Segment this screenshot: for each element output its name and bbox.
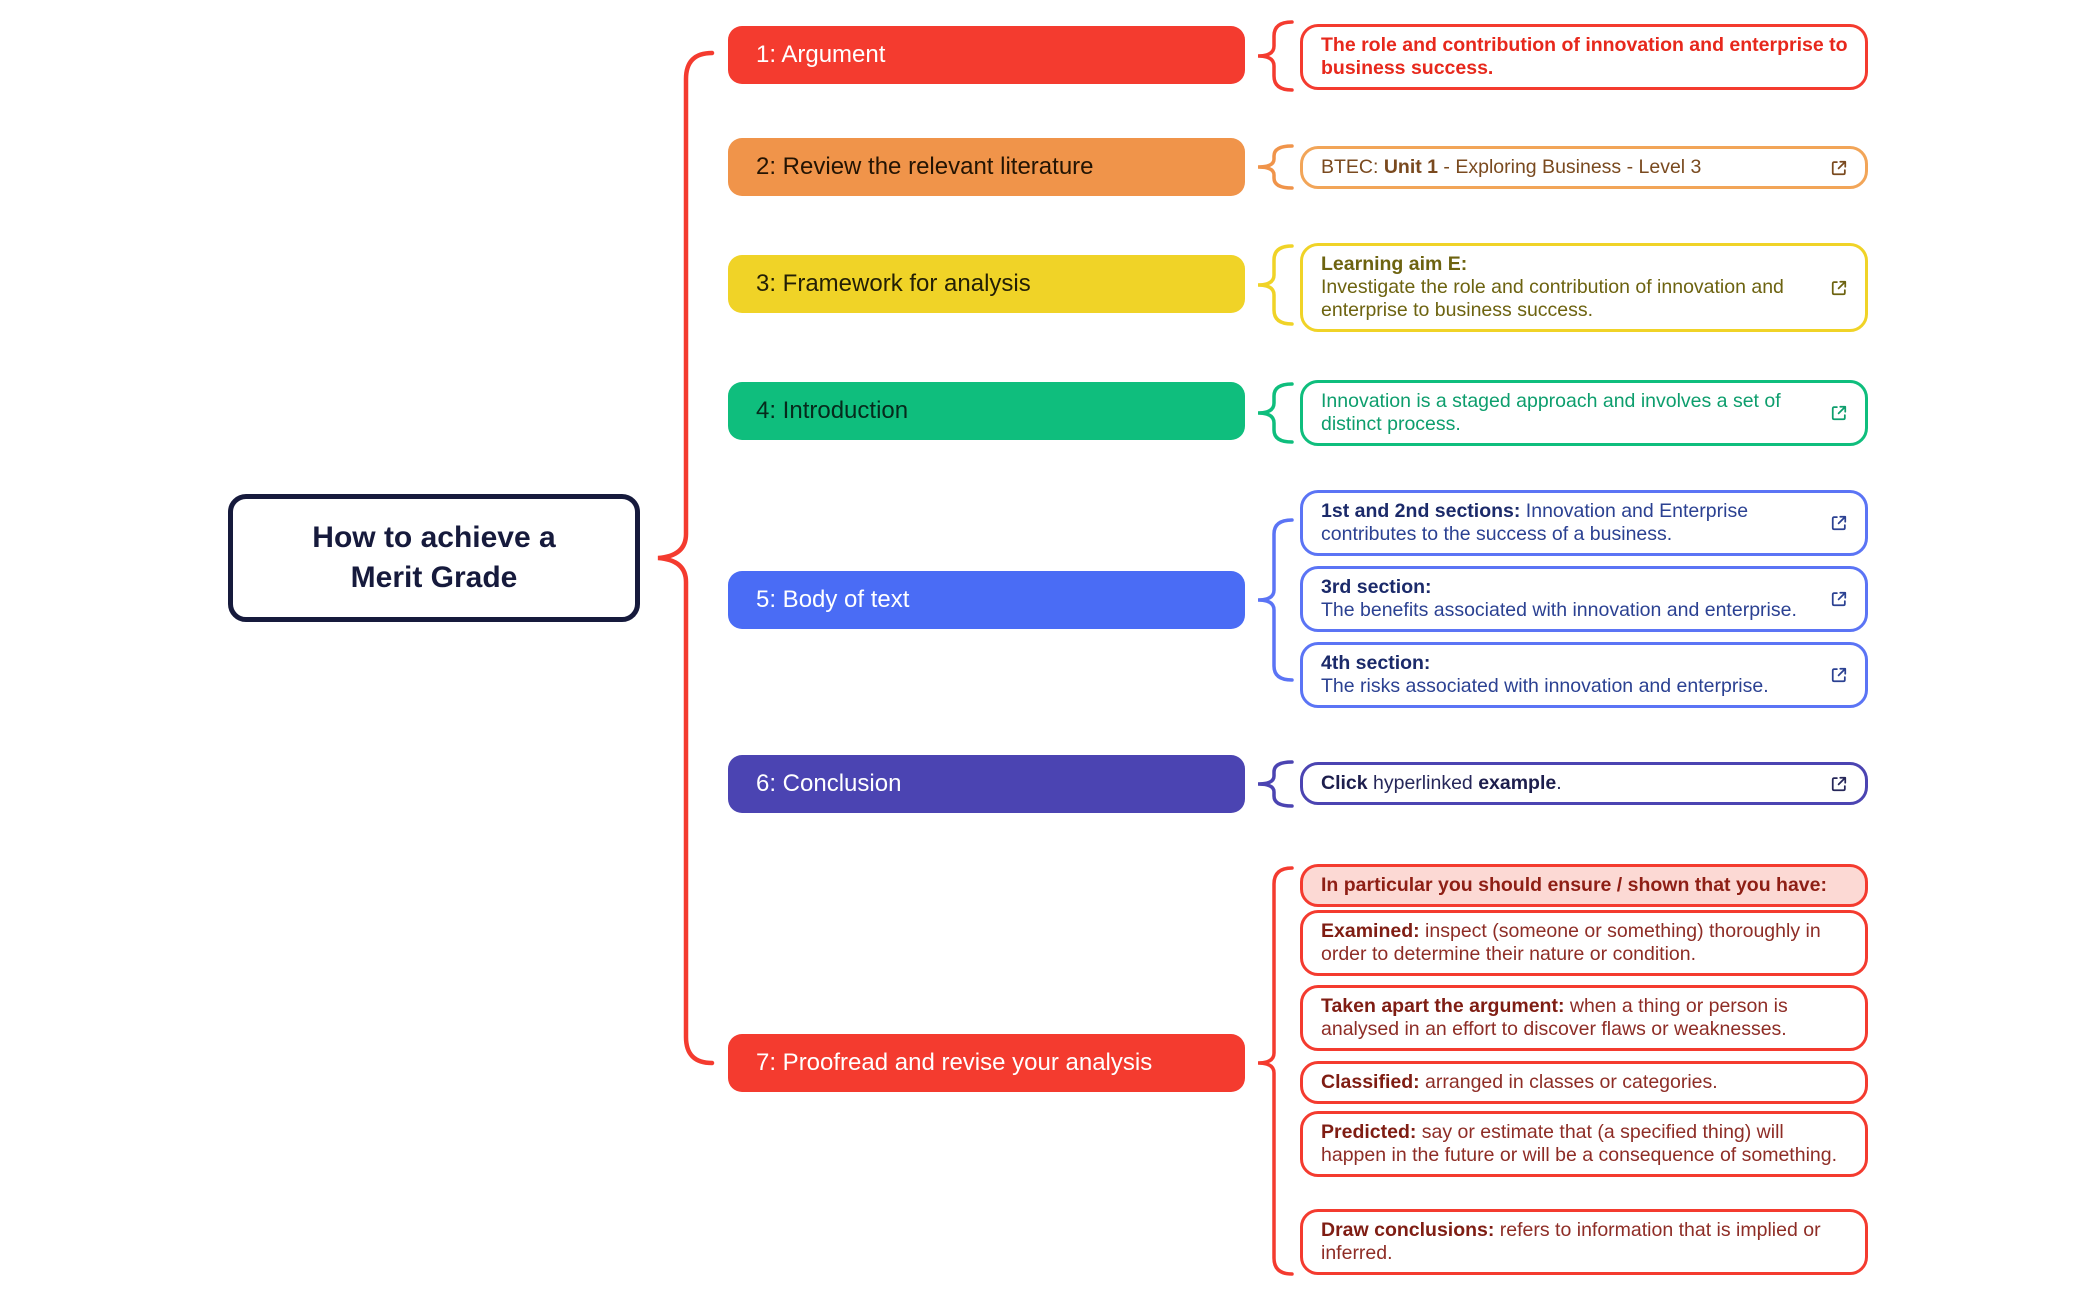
detail-text: Examined: inspect (someone or something) thoroughly in order to determine their nature or condition.: [1321, 920, 1821, 965]
external-link-icon[interactable]: [1829, 665, 1849, 685]
detail-text: BTEC: Unit 1 - Exploring Business - Level 3: [1321, 156, 1702, 178]
external-link-icon[interactable]: [1829, 403, 1849, 423]
branch-node-proofread[interactable]: [728, 1034, 1245, 1092]
detail-note-draw-conclusions[interactable]: [1300, 1209, 1868, 1275]
detail-note-section-3[interactable]: [1300, 566, 1868, 632]
detail-text: The role and contribution of innovation and enterprise to business success.: [1321, 34, 1848, 79]
branch-label: 6: Conclusion: [756, 770, 902, 797]
brace-branch-7: [1258, 868, 1292, 1274]
detail-note-taken-apart[interactable]: [1300, 985, 1868, 1051]
external-link-icon[interactable]: [1829, 513, 1849, 533]
brace-branch-4: [1258, 384, 1292, 442]
brace-branch-3: [1258, 246, 1292, 324]
detail-text: In particular you should ensure / shown that you have:: [1321, 874, 1827, 896]
root-brace: [658, 53, 712, 1063]
detail-text: 1st and 2nd sections: Innovation and Enterprise contributes to the success of a business.: [1321, 500, 1749, 545]
detail-note-sections-1-2[interactable]: [1300, 490, 1868, 556]
brace-branch-6: [1258, 762, 1292, 806]
branch-label: 7: Proofread and revise your analysis: [756, 1049, 1153, 1076]
detail-note-section-4[interactable]: [1300, 642, 1868, 708]
branch-label: 1: Argument: [756, 41, 886, 68]
root-node[interactable]: [228, 494, 640, 622]
brace-branch-2: [1258, 146, 1292, 188]
detail-text: Click hyperlinked example.: [1321, 772, 1562, 794]
branch-label: 2: Review the relevant literature: [756, 153, 1094, 180]
branch-node-introduction[interactable]: [728, 382, 1245, 440]
external-link-icon[interactable]: [1829, 158, 1849, 178]
root-title-line2: Merit Grade: [350, 561, 518, 594]
detail-text: Innovation is a staged approach and involves a set of distinct process.: [1321, 390, 1781, 435]
branch-node-review-literature[interactable]: [728, 138, 1245, 196]
detail-text: 4th section: The risks associated with innovation and enterprise.: [1321, 652, 1769, 697]
root-title-line1: How to achieve a: [312, 521, 556, 555]
detail-note-examined[interactable]: [1300, 910, 1868, 976]
detail-note-learning-aim[interactable]: [1300, 243, 1868, 332]
detail-text: Classified: arranged in classes or categories.: [1321, 1071, 1718, 1093]
detail-note-innovation-process[interactable]: [1300, 380, 1868, 446]
external-link-icon[interactable]: [1829, 589, 1849, 609]
branch-label: 4: Introduction: [756, 397, 909, 424]
detail-note-classified[interactable]: [1300, 1061, 1868, 1104]
detail-text: Draw conclusions: refers to information that is implied or inferred.: [1321, 1219, 1821, 1264]
external-link-icon[interactable]: [1829, 278, 1849, 298]
branch-node-framework[interactable]: [728, 255, 1245, 313]
brace-branch-5: [1258, 520, 1292, 680]
detail-text: 3rd section: The benefits associated with innovation and enterprise.: [1321, 576, 1797, 621]
brace-branch-1: [1258, 22, 1292, 90]
detail-note-btec-unit[interactable]: [1300, 146, 1868, 189]
detail-note-hyperlinked-example[interactable]: [1300, 762, 1868, 805]
detail-text: Predicted: say or estimate that (a specified thing) will happen in the future or will be a consequence of something.: [1321, 1121, 1838, 1166]
detail-text: Learning aim E: Investigate the role and contribution of innovation and enterprise to business success.: [1321, 253, 1784, 321]
branch-node-conclusion[interactable]: [728, 755, 1245, 813]
branch-node-body-of-text[interactable]: [728, 571, 1245, 629]
branch-node-argument[interactable]: [728, 26, 1245, 84]
detail-note-argument[interactable]: [1300, 24, 1868, 90]
branch-label: 3: Framework for analysis: [756, 270, 1031, 297]
external-link-icon[interactable]: [1829, 774, 1849, 794]
branch-label: 5: Body of text: [756, 586, 910, 613]
detail-note-ensure-header[interactable]: [1300, 864, 1868, 907]
detail-note-predicted[interactable]: [1300, 1111, 1868, 1177]
detail-text: Taken apart the argument: when a thing or person is analysed in an effort to discover flaws or weaknesses.: [1321, 995, 1788, 1040]
